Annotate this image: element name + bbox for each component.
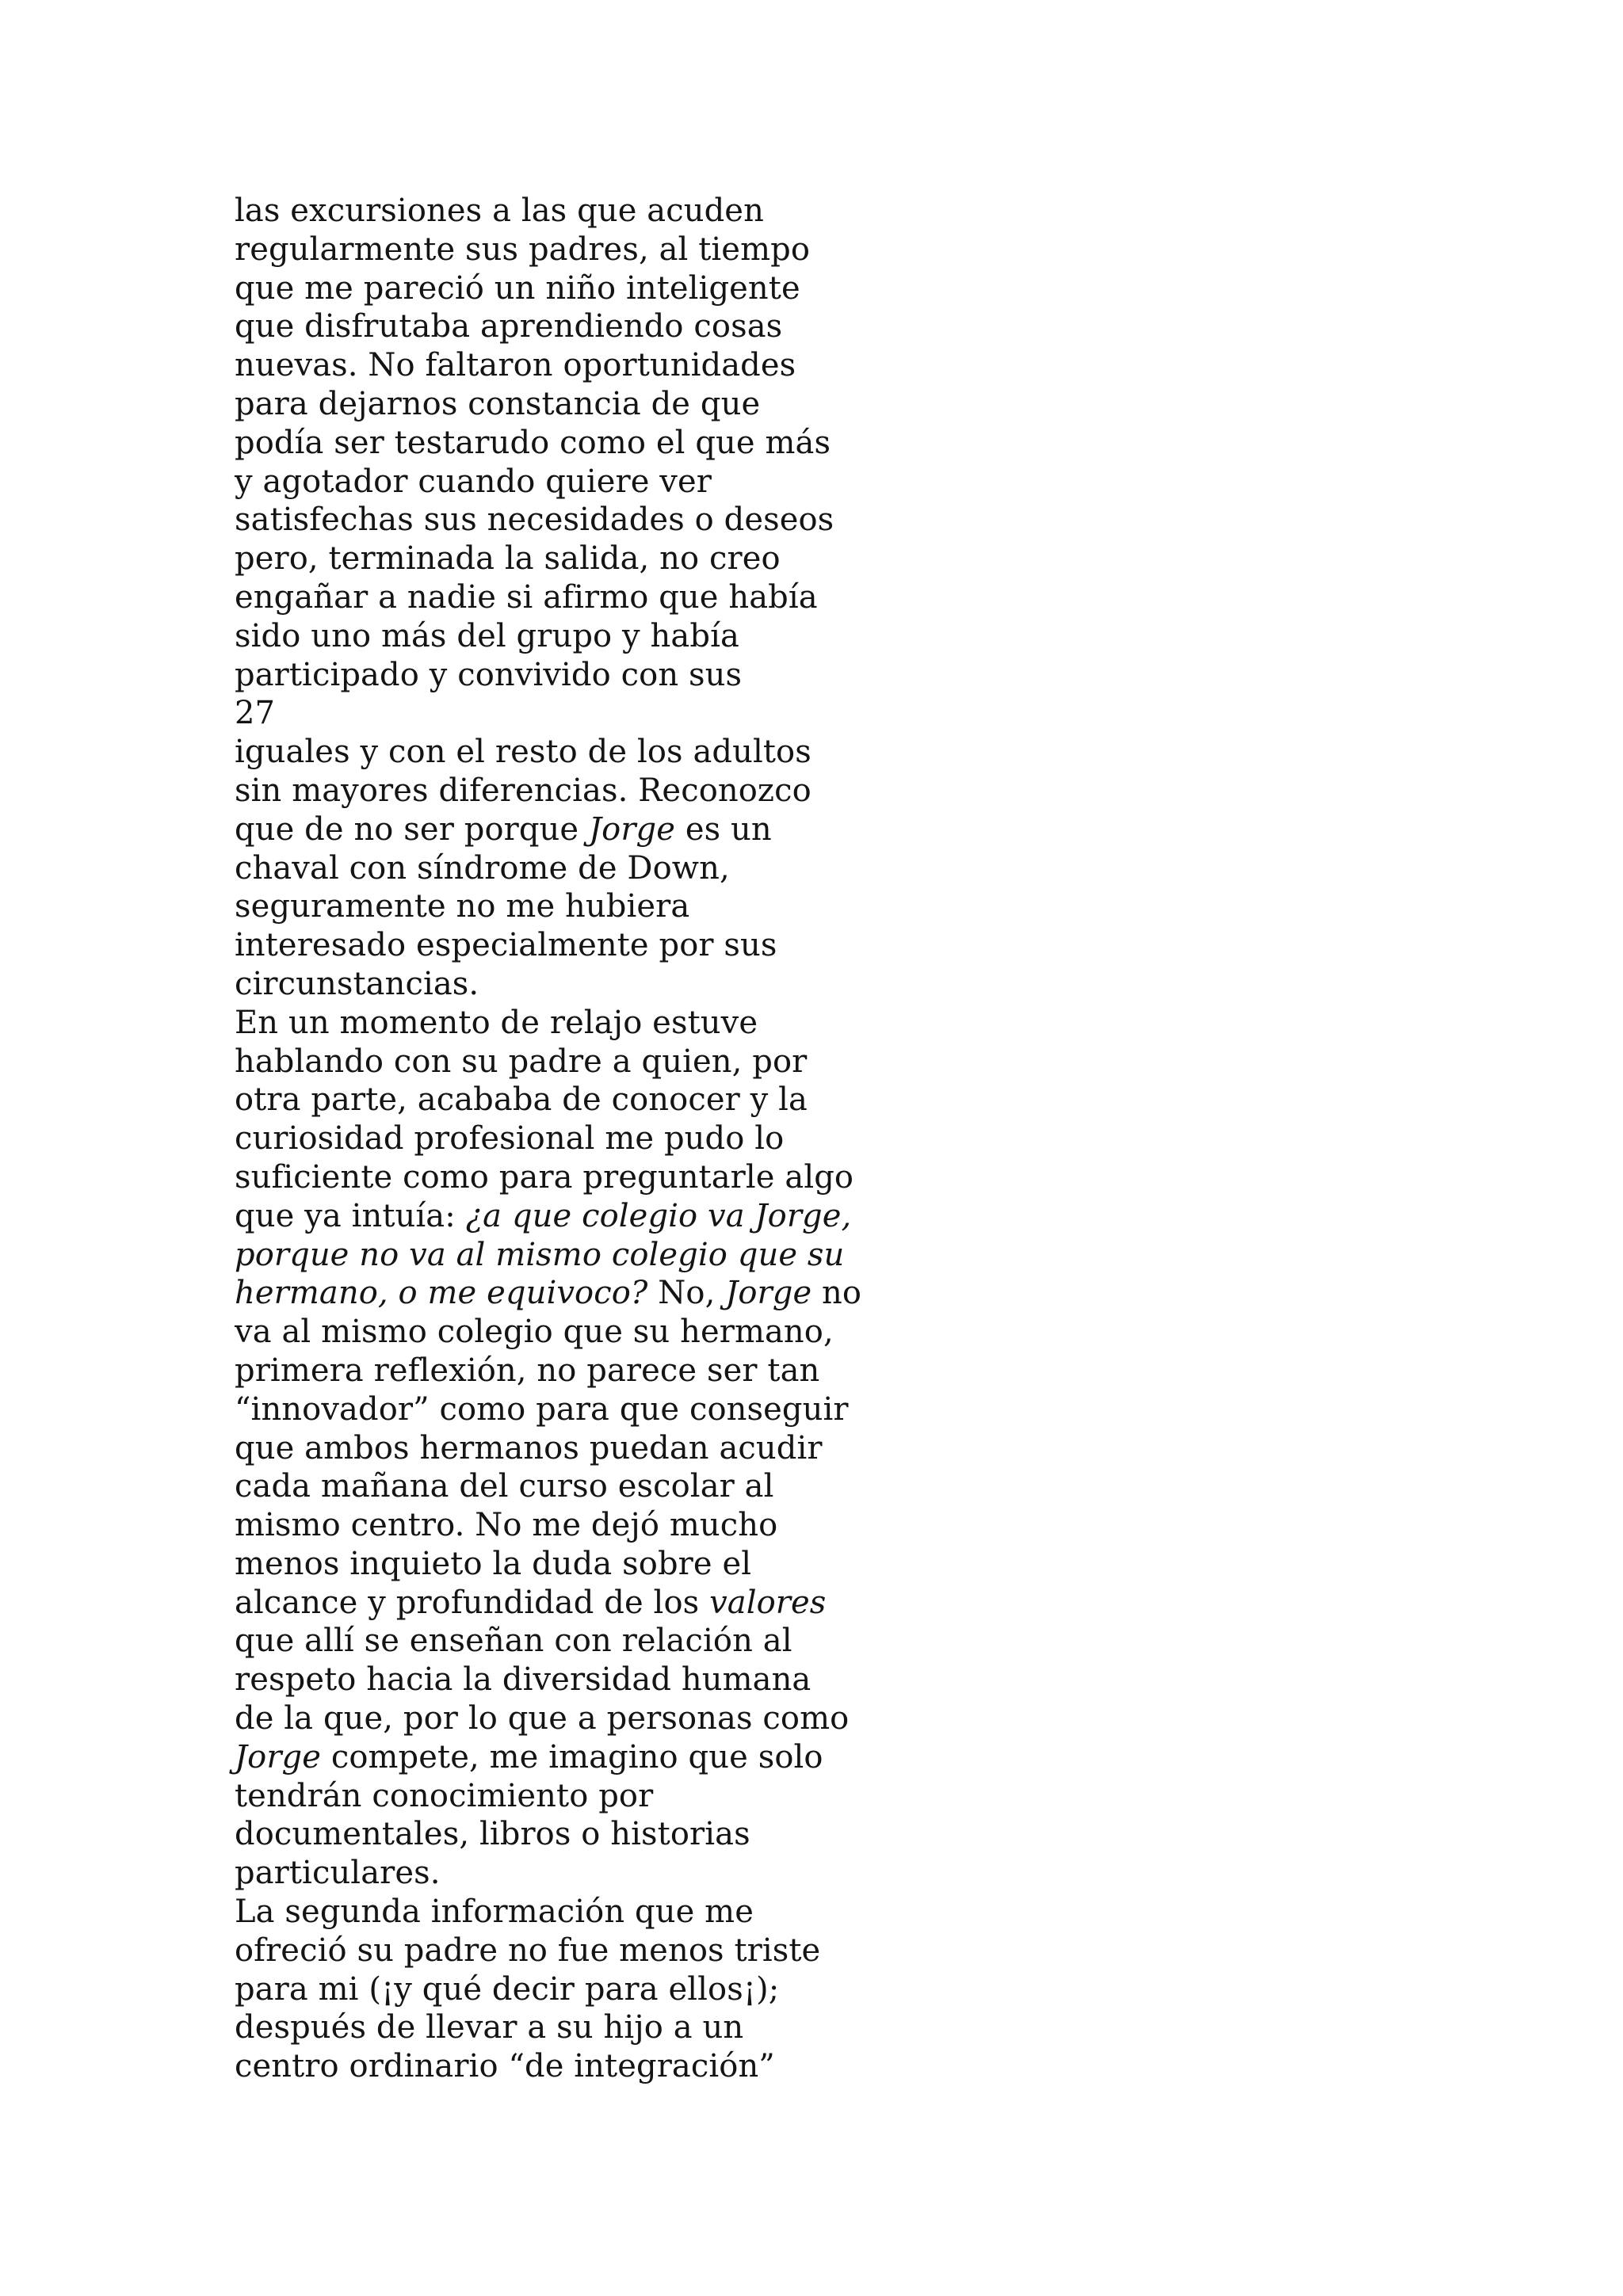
text-segment: que ya intuía: [235, 1197, 466, 1234]
text-segment: suficiente como para preguntarle algo [235, 1158, 854, 1196]
text-line [235, 385, 948, 424]
text-line [235, 1661, 948, 1699]
text-segment: compete, me imagino que solo [321, 1738, 823, 1775]
text-line [235, 1352, 948, 1390]
text-segment: de la que, por lo que a personas como [235, 1700, 850, 1737]
text-line [235, 1970, 948, 2009]
text-line [235, 1081, 948, 1119]
text-segment: respeto hacia la diversidad humana [235, 1661, 812, 1699]
text-segment: iguales y con el resto de los adultos [235, 734, 812, 771]
text-line [235, 810, 948, 849]
text-line [235, 1004, 948, 1043]
text-line [235, 1043, 948, 1081]
text-segment: menos inquieto la duda sobre el [235, 1545, 752, 1582]
text-segment: alcance y profundidad de los [235, 1584, 710, 1621]
text-segment: que me pareció un niño inteligente [235, 269, 800, 307]
text-segment: ofreció su padre no fue menos triste [235, 1932, 821, 1969]
text-segment: chaval con síndrome de Down, [235, 849, 730, 887]
text-line [235, 1699, 948, 1738]
body-text [235, 192, 948, 2086]
text-segment: En un momento de relajo estuve [235, 1004, 758, 1041]
text-line [235, 424, 948, 463]
text-line [235, 231, 948, 269]
text-segment: para dejarnos constancia de que [235, 385, 761, 422]
text-line [235, 1622, 948, 1661]
text-line [235, 1777, 948, 1816]
text-segment: La segunda información que me [235, 1894, 754, 1931]
text-segment: nuevas. No faltaron oportunidades [235, 347, 796, 384]
text-line [235, 1390, 948, 1429]
text-line [235, 617, 948, 656]
text-line [235, 656, 948, 695]
text-line [235, 2047, 948, 2086]
text-segment: No, [647, 1275, 726, 1312]
text-line [235, 1313, 948, 1352]
text-line [235, 1197, 948, 1236]
text-segment: hablando con su padre a quien, por [235, 1043, 808, 1080]
text-line [235, 1738, 948, 1777]
text-segment: “innovador” como para que conseguir [235, 1390, 849, 1428]
text-segment: participado y convivido con sus [235, 656, 743, 693]
text-segment: primera reflexión, no parece ser tan [235, 1352, 820, 1389]
text-segment: va al mismo colegio que su hermano, [235, 1314, 834, 1351]
text-line [235, 578, 948, 617]
text-line [235, 733, 948, 772]
text-segment: sido uno más del grupo y había [235, 617, 739, 654]
text-line [235, 1467, 948, 1506]
italic-text: ¿a que colegio va Jorge, [465, 1197, 852, 1234]
text-line [235, 307, 948, 346]
text-line [235, 1274, 948, 1313]
text-line [235, 192, 948, 231]
text-line [235, 1506, 948, 1545]
text-line [235, 1236, 948, 1275]
text-segment: y agotador cuando quiere ver [235, 463, 712, 500]
text-line [235, 463, 948, 502]
text-segment: no [812, 1275, 862, 1312]
text-segment: podía ser testarudo como el que más [235, 424, 831, 461]
text-line [235, 1854, 948, 1893]
text-segment: para mi (¡y qué decir para ellos¡); [235, 1970, 780, 2008]
text-segment: regularmente sus padres, al tiempo [235, 231, 810, 268]
text-segment: seguramente no me hubiera [235, 888, 690, 925]
text-segment: que de no ser porque [235, 810, 590, 848]
text-segment: pero, terminada la salida, no creo [235, 540, 781, 578]
text-segment: centro ordinario “de integración” [235, 2048, 775, 2085]
text-segment: mismo centro. No me dejó mucho [235, 1507, 778, 1544]
text-segment: circunstancias. [235, 965, 479, 1002]
text-line [235, 1893, 948, 1932]
text-segment: que disfrutaba aprendiendo cosas [235, 308, 783, 345]
text-segment: cada mañana del curso escolar al [235, 1468, 774, 1505]
text-line [235, 540, 948, 578]
text-segment: curiosidad profesional me pudo lo [235, 1120, 785, 1158]
text-line [235, 1932, 948, 1970]
text-segment: 27 [235, 695, 276, 732]
text-line [235, 1158, 948, 1197]
text-segment: engañar a nadie si afirmo que había [235, 578, 818, 616]
text-line [235, 1584, 948, 1623]
text-segment: es un [675, 810, 772, 848]
text-line [235, 926, 948, 965]
italic-text: Jorge [589, 810, 676, 848]
text-line [235, 1545, 948, 1584]
text-line [235, 1119, 948, 1158]
italic-text: hermano, o me equivoco? [235, 1275, 648, 1312]
text-segment: tendrán conocimiento por [235, 1777, 654, 1814]
page-number [235, 694, 948, 733]
text-segment: interesado especialmente por sus [235, 927, 777, 964]
text-segment: sin mayores diferencias. Reconozco [235, 772, 812, 809]
italic-text: Jorge [235, 1738, 322, 1775]
text-line [235, 346, 948, 385]
text-segment: documentales, libros o historias [235, 1816, 750, 1853]
text-line [235, 501, 948, 540]
text-segment: las excursiones a las que acuden [235, 193, 764, 229]
text-line [235, 887, 948, 926]
text-segment: otra parte, acababa de conocer y la [235, 1081, 808, 1119]
italic-text: valores [709, 1584, 827, 1621]
text-line [235, 269, 948, 308]
italic-text: Jorge [725, 1275, 812, 1312]
text-line [235, 1429, 948, 1468]
italic-text: porque no va al mismo colegio que su [235, 1236, 845, 1273]
text-line [235, 965, 948, 1004]
text-line [235, 2008, 948, 2047]
text-line [235, 849, 948, 888]
text-segment: particulares. [235, 1855, 441, 1892]
text-segment: que allí se enseñan con relación al [235, 1623, 792, 1660]
text-segment: que ambos hermanos puedan acudir [235, 1429, 823, 1466]
text-segment: después de llevar a su hijo a un [235, 2009, 744, 2046]
text-line [235, 772, 948, 810]
text-line [235, 1815, 948, 1854]
text-segment: satisfechas sus necesidades o deseos [235, 502, 834, 539]
